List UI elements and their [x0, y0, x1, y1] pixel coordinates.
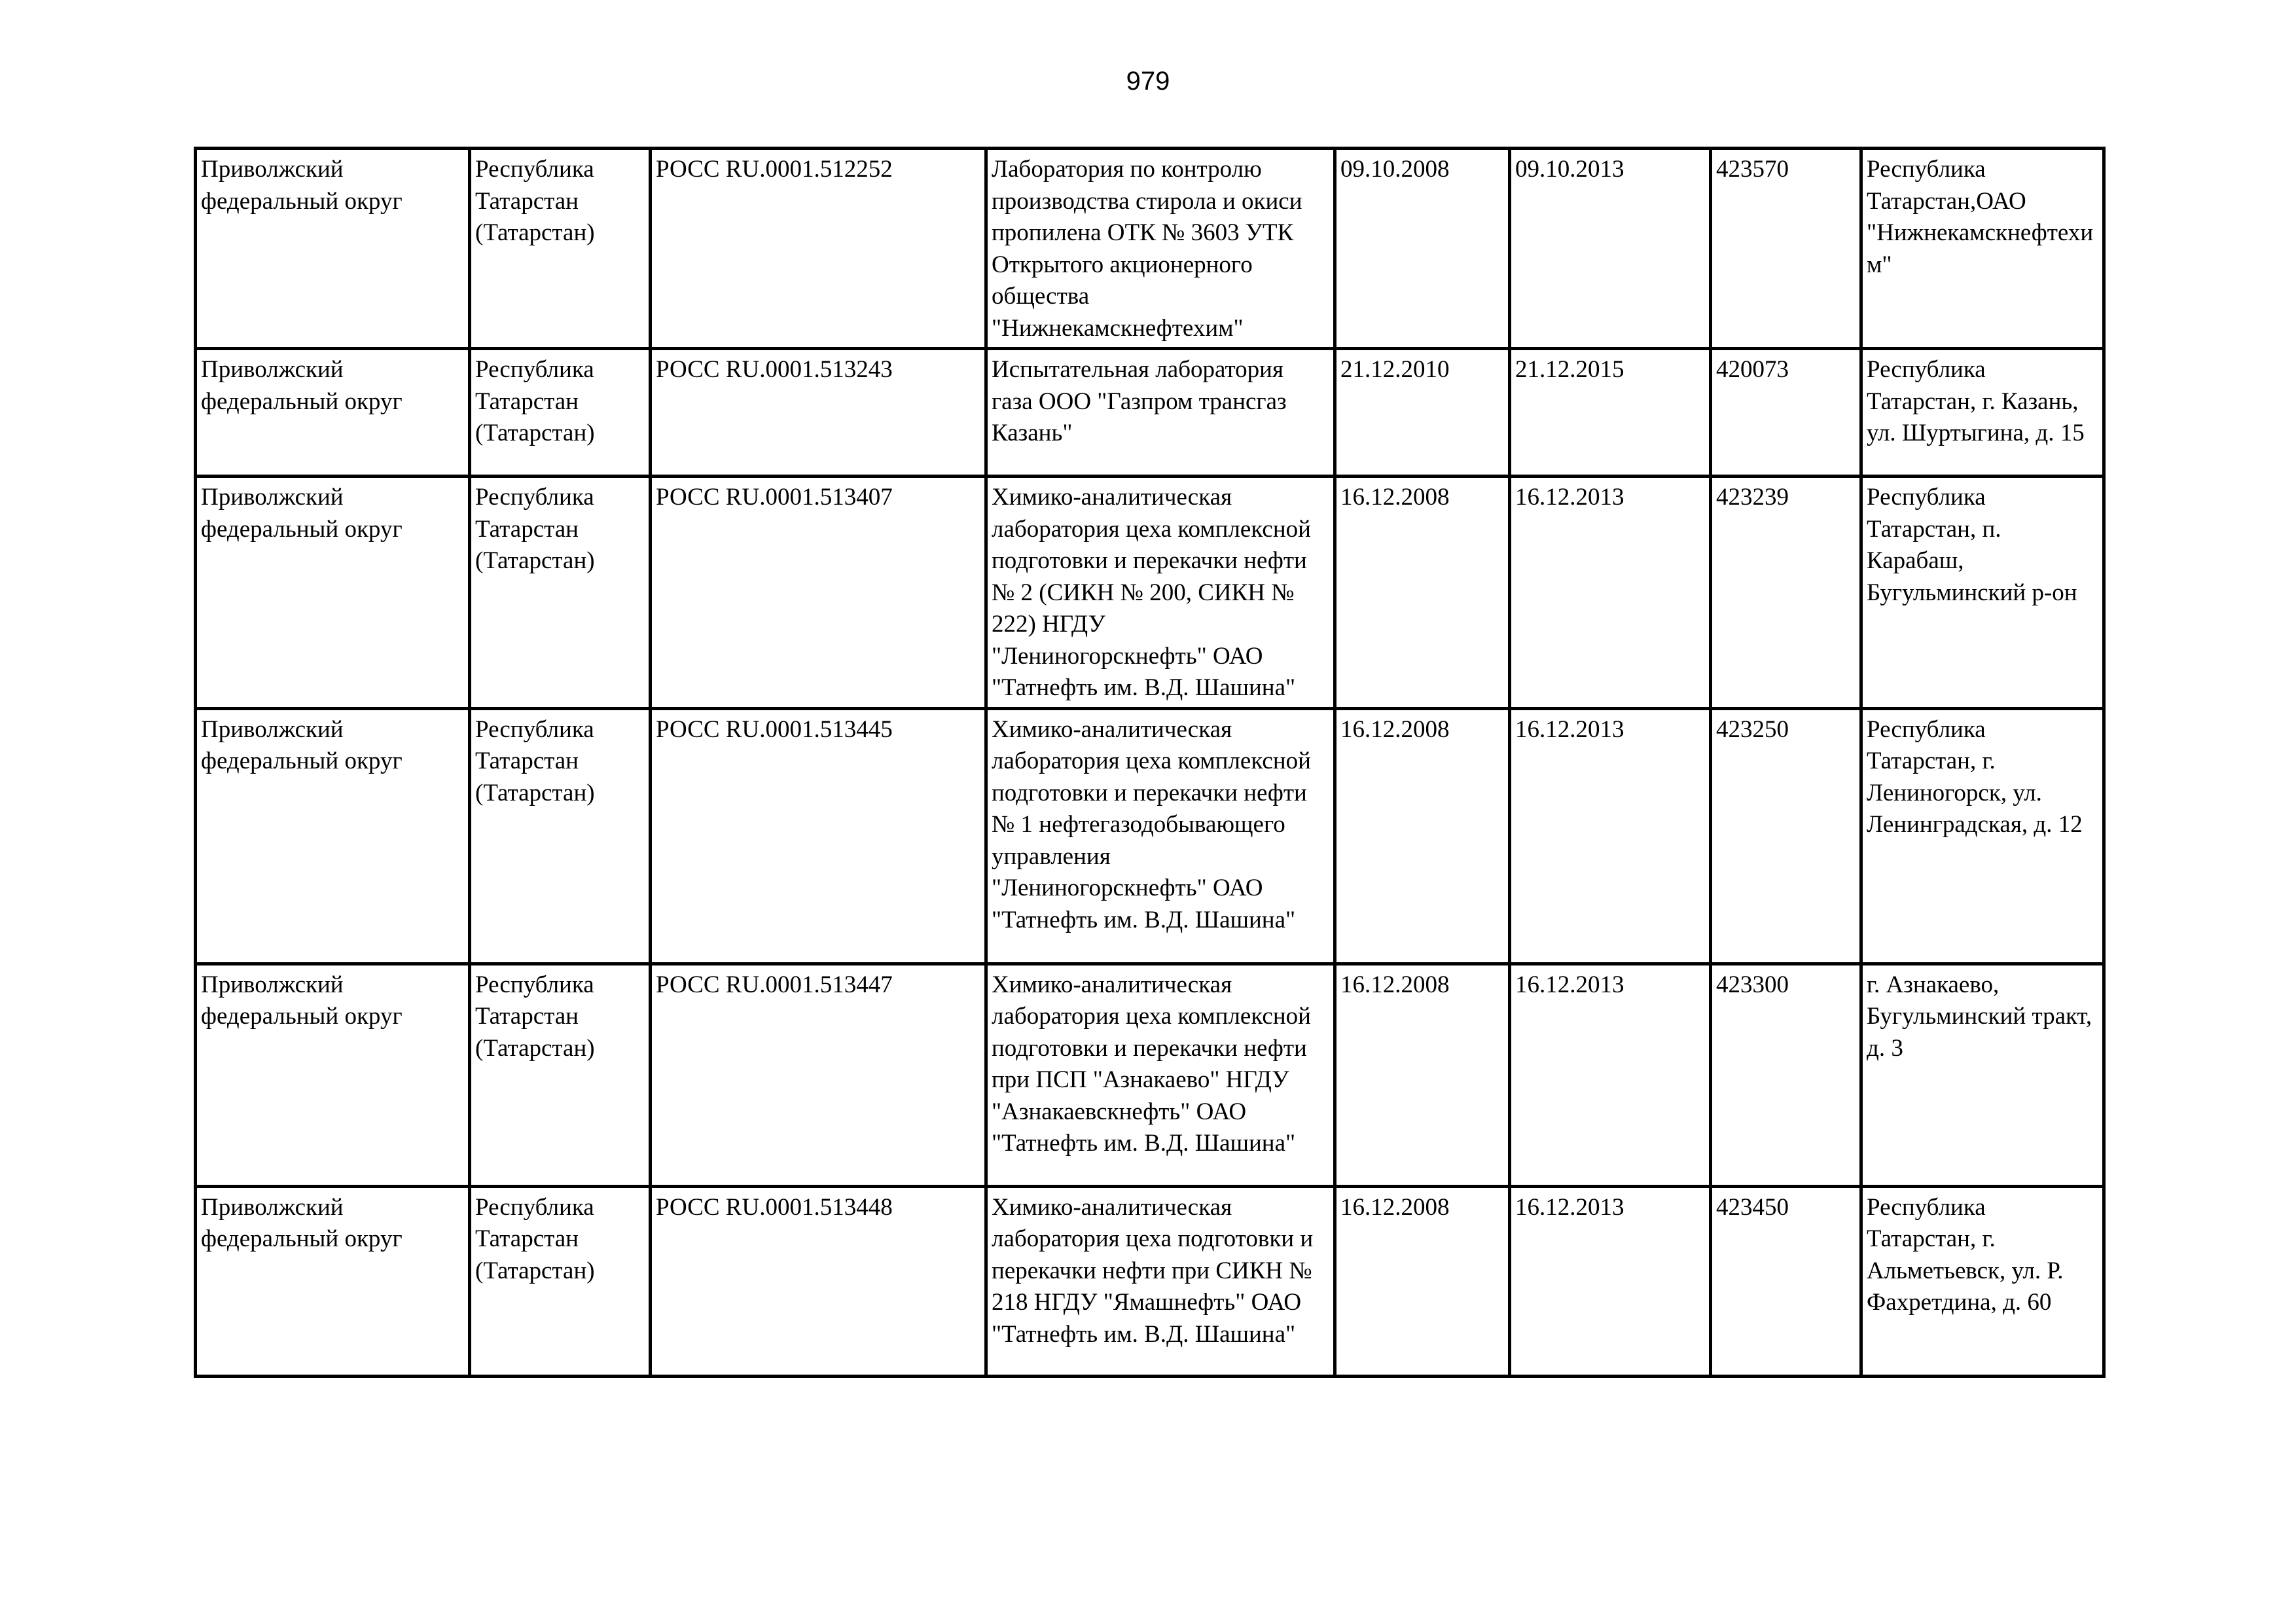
- district-text: Приволжский федеральный округ: [201, 156, 403, 215]
- registration-number-cell: [651, 149, 986, 349]
- postcode-text: 423450: [1716, 1193, 1789, 1221]
- issue-date-cell: [1335, 964, 1510, 1186]
- region-text: Республика Татарстан (Татарстан): [475, 971, 595, 1062]
- valid-until-text: 16.12.2013: [1515, 484, 1624, 511]
- region-cell: [470, 149, 651, 349]
- laboratory-text: Химико-аналитическая лаборатория цеха комплексной подготовки и перекачки нефти № 1 нефтегазодобывающего управления "Лениногорскнефть" ОАО "Татнефть им. В.Д. Шашина": [992, 715, 1311, 933]
- postcode-cell: [1711, 149, 1861, 349]
- issue-date-text: 16.12.2008: [1340, 484, 1450, 511]
- district-cell: [196, 349, 470, 477]
- registration-number-text: РОСС RU.0001.513407: [656, 484, 893, 511]
- address-text: Республика Татарстан, п. Карабаш, Бугульминский р-он: [1867, 484, 2077, 606]
- registration-number-cell: [651, 477, 986, 709]
- region-text: Республика Татарстан (Татарстан): [475, 715, 595, 806]
- postcode-text: 423300: [1716, 971, 1789, 998]
- issue-date-cell: [1335, 149, 1510, 349]
- laboratory-cell: [986, 349, 1335, 477]
- issue-date-text: 21.12.2010: [1340, 356, 1450, 383]
- postcode-text: 423570: [1716, 156, 1789, 183]
- district-cell: [196, 149, 470, 349]
- region-cell: [470, 964, 651, 1186]
- registration-number-cell: [651, 964, 986, 1186]
- laboratory-text: Химико-аналитическая лаборатория цеха комплексной подготовки и перекачки нефти № 2 (СИКН № 200, СИКН № 222) НГДУ "Лениногорскнефть" ОАО "Татнефть им. В.Д. Шашина": [992, 484, 1311, 701]
- district-text: Приволжский федеральный округ: [201, 484, 403, 543]
- issue-date-cell: [1335, 1186, 1510, 1376]
- address-text: г. Азнакаево, Бугульминский тракт, д. 3: [1867, 971, 2092, 1062]
- valid-until-text: 16.12.2013: [1515, 1193, 1624, 1221]
- valid-until-text: 16.12.2013: [1515, 715, 1624, 743]
- address-cell: [1861, 349, 2104, 477]
- region-cell: [470, 708, 651, 964]
- address-text: Республика Татарстан,ОАО "Нижнекамскнефтехи м": [1867, 156, 2094, 278]
- issue-date-text: 16.12.2008: [1340, 1193, 1450, 1221]
- issue-date-text: 09.10.2008: [1340, 156, 1450, 183]
- district-text: Приволжский федеральный округ: [201, 356, 403, 415]
- valid-until-text: 21.12.2015: [1515, 356, 1624, 383]
- address-text: Республика Татарстан, г. Лениногорск, ул. Ленинградская, д. 12: [1867, 715, 2083, 838]
- address-text: Республика Татарстан, г. Казань, ул. Шуртыгина, д. 15: [1867, 356, 2085, 446]
- address-cell: [1861, 964, 2104, 1186]
- laboratory-cell: [986, 1186, 1335, 1376]
- laboratory-text: Лаборатория по контролю производства стирола и окиси пропилена ОТК № 3603 УТК Открытого акционерного общества "Нижнекамскнефтехим": [992, 156, 1302, 342]
- laboratory-registry-table: [194, 147, 2106, 1378]
- district-text: Приволжский федеральный округ: [201, 715, 403, 774]
- laboratory-text: Испытательная лаборатория газа ООО "Газпром трансгаз Казань": [992, 356, 1287, 446]
- postcode-text: 423250: [1716, 715, 1789, 743]
- registration-number-text: РОСС RU.0001.513243: [656, 356, 893, 383]
- district-cell: [196, 1186, 470, 1376]
- region-text: Республика Татарстан (Татарстан): [475, 356, 595, 446]
- region-text: Республика Татарстан (Татарстан): [475, 156, 595, 246]
- table-row: [196, 1186, 2104, 1376]
- table-row: [196, 708, 2104, 964]
- registration-number-text: РОСС RU.0001.513447: [656, 971, 893, 998]
- table-row: [196, 964, 2104, 1186]
- issue-date-text: 16.12.2008: [1340, 715, 1450, 743]
- table-row: [196, 149, 2104, 349]
- valid-until-cell: [1510, 149, 1711, 349]
- registration-number-text: РОСС RU.0001.513448: [656, 1193, 893, 1221]
- address-cell: [1861, 1186, 2104, 1376]
- postcode-cell: [1711, 477, 1861, 709]
- table-row: [196, 477, 2104, 709]
- region-text: Республика Татарстан (Татарстан): [475, 1193, 595, 1284]
- laboratory-text: Химико-аналитическая лаборатория цеха комплексной подготовки и перекачки нефти при ПСП "Азнакаево" НГДУ "Азнакаевскнефть" ОАО "Татнефть им. В.Д. Шашина": [992, 971, 1311, 1157]
- valid-until-cell: [1510, 1186, 1711, 1376]
- valid-until-cell: [1510, 708, 1711, 964]
- postcode-cell: [1711, 1186, 1861, 1376]
- laboratory-text: Химико-аналитическая лаборатория цеха подготовки и перекачки нефти при СИКН № 218 НГДУ "Ямашнефть" ОАО "Татнефть им. В.Д. Шашина": [992, 1193, 1314, 1348]
- region-cell: [470, 349, 651, 477]
- address-cell: [1861, 149, 2104, 349]
- district-cell: [196, 477, 470, 709]
- valid-until-cell: [1510, 964, 1711, 1186]
- issue-date-cell: [1335, 708, 1510, 964]
- registration-number-cell: [651, 1186, 986, 1376]
- valid-until-text: 16.12.2013: [1515, 971, 1624, 998]
- address-cell: [1861, 708, 2104, 964]
- postcode-cell: [1711, 964, 1861, 1186]
- address-text: Республика Татарстан, г. Альметьевск, ул. Р. Фахретдина, д. 60: [1867, 1193, 2064, 1316]
- district-text: Приволжский федеральный округ: [201, 1193, 403, 1252]
- valid-until-cell: [1510, 477, 1711, 709]
- region-text: Республика Татарстан (Татарстан): [475, 484, 595, 574]
- registration-number-cell: [651, 708, 986, 964]
- address-cell: [1861, 477, 2104, 709]
- registration-number-text: РОСС RU.0001.513445: [656, 715, 893, 743]
- table-row: [196, 349, 2104, 477]
- laboratory-cell: [986, 964, 1335, 1186]
- issue-date-cell: [1335, 477, 1510, 709]
- valid-until-text: 09.10.2013: [1515, 156, 1624, 183]
- registration-number-text: РОСС RU.0001.512252: [656, 156, 893, 183]
- region-cell: [470, 477, 651, 709]
- laboratory-cell: [986, 149, 1335, 349]
- issue-date-text: 16.12.2008: [1340, 971, 1450, 998]
- registration-number-cell: [651, 349, 986, 477]
- region-cell: [470, 1186, 651, 1376]
- laboratory-cell: [986, 477, 1335, 709]
- laboratory-cell: [986, 708, 1335, 964]
- valid-until-cell: [1510, 349, 1711, 477]
- postcode-cell: [1711, 708, 1861, 964]
- postcode-text: 420073: [1716, 356, 1789, 383]
- page-number: 979: [1126, 67, 1170, 96]
- district-cell: [196, 708, 470, 964]
- district-cell: [196, 964, 470, 1186]
- issue-date-cell: [1335, 349, 1510, 477]
- postcode-cell: [1711, 349, 1861, 477]
- postcode-text: 423239: [1716, 484, 1789, 511]
- district-text: Приволжский федеральный округ: [201, 971, 403, 1030]
